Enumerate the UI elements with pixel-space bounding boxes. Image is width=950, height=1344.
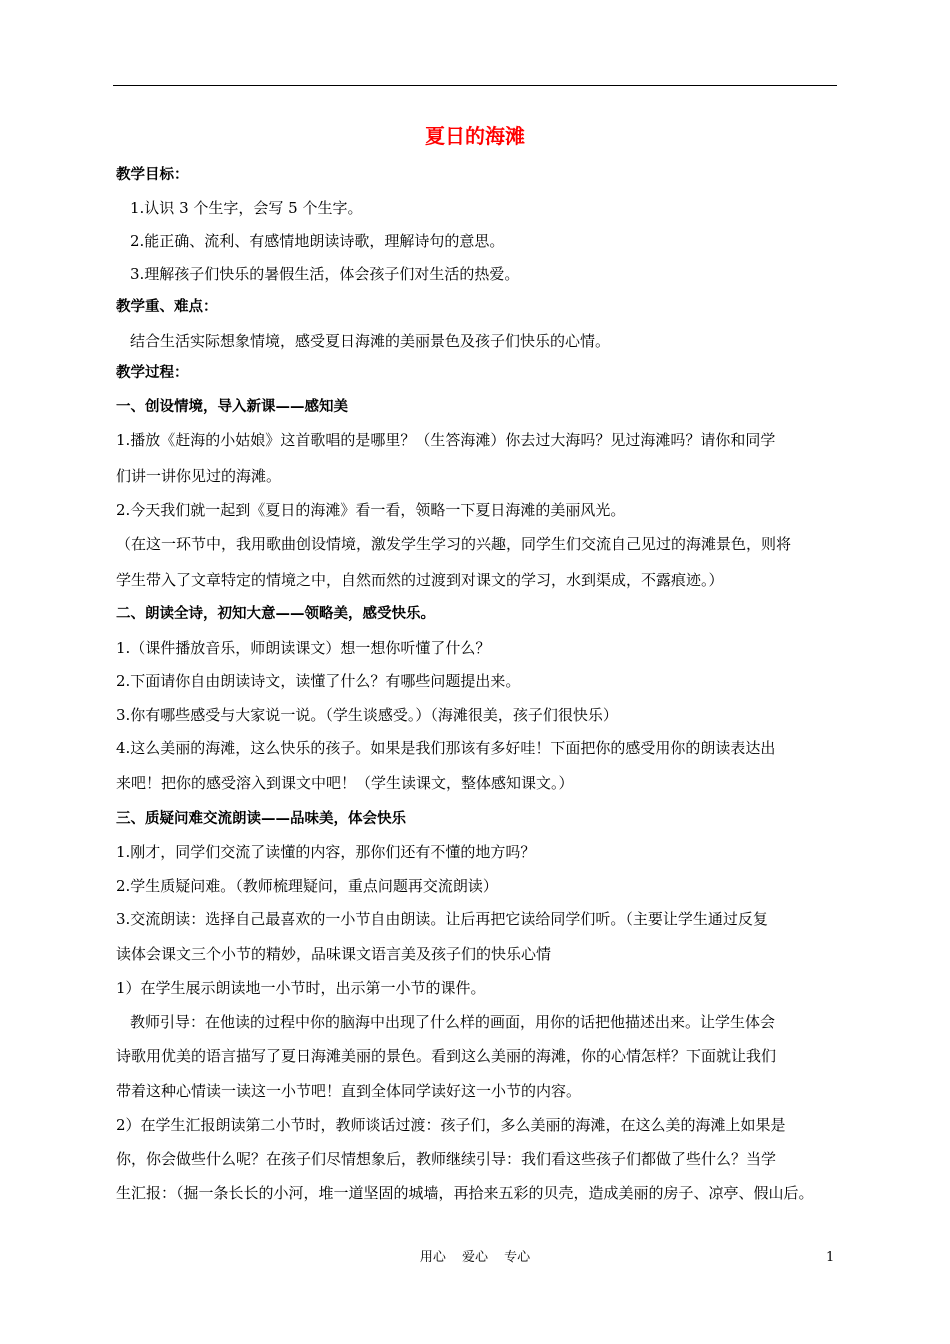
paragraph-line: 教师引导：在他读的过程中你的脑海中出现了什么样的画面，用你的话把他描述出来。让学生体会 bbox=[130, 1013, 776, 1031]
section-heading: 三、质疑问难交流朗读——品味美，体会快乐 bbox=[116, 811, 406, 827]
paragraph-line: 1.播放《赶海的小姑娘》这首歌唱的是哪里？（生答海滩）你去过大海吗？见过海滩吗？请你和同学 bbox=[116, 431, 776, 449]
paragraph-line: 2.今天我们就一起到《夏日的海滩》看一看，领略一下夏日海滩的美丽风光。 bbox=[116, 501, 626, 519]
process-heading: 教学过程： bbox=[116, 365, 189, 381]
paragraph-line: 你，你会做些什么呢？在孩子们尽情想象后，教师继续引导：我们看这些孩子们都做了些什么？当学 bbox=[116, 1150, 777, 1168]
paragraph-line: 2）在学生汇报朗读第二小节时，教师谈话过渡：孩子们，多么美丽的海滩，在这么美的海滩上如果是 bbox=[116, 1116, 786, 1134]
keypoints-heading: 教学重、难点： bbox=[116, 299, 218, 315]
paragraph-line: 诗歌用优美的语言描写了夏日海滩美丽的景色。看到这么美丽的海滩，你的心情怎样？下面就让我们 bbox=[116, 1047, 777, 1065]
paragraph-line: 生汇报：（掘一条长长的小河，堆一道坚固的城墙，再拾来五彩的贝壳，造成美丽的房子、凉亭、假山后。 bbox=[116, 1184, 814, 1202]
paragraph-line: 来吧！把你的感受溶入到课文中吧！（学生读课文，整体感知课文。） bbox=[116, 774, 574, 792]
paragraph-line: 2.下面请你自由朗读诗文，读懂了什么？有哪些问题提出来。 bbox=[116, 672, 521, 690]
paragraph-line: （在这一环节中，我用歌曲创设情境，激发学生学习的兴趣，同学生们交流自己见过的海滩景色，则将 bbox=[116, 535, 792, 553]
paragraph-line: 4.这么美丽的海滩，这么快乐的孩子。如果是我们那该有多好哇！下面把你的感受用你的朗读表达出 bbox=[116, 739, 776, 757]
paragraph-line: 2.学生质疑问难。（教师梳理疑问，重点问题再交流朗读） bbox=[116, 877, 498, 895]
section-heading: 二、朗读全诗，初知大意——领略美，感受快乐。 bbox=[116, 606, 435, 622]
paragraph-line: 带着这种心情读一读这一小节吧！直到全体同学读好这一小节的内容。 bbox=[116, 1082, 582, 1100]
paragraph-line: 1.（课件播放音乐，师朗读课文）想一想你听懂了什么？ bbox=[116, 639, 491, 657]
header-rule bbox=[113, 85, 837, 86]
document-title: 夏日的海滩 bbox=[425, 124, 525, 148]
paragraph-line: 学生带入了文章特定的情境之中，自然而然的过渡到对课文的学习，水到渠成，不露痕迹。） bbox=[116, 571, 724, 589]
paragraph-line: 读体会课文三个小节的精妙，品味课文语言美及孩子们的快乐心情 bbox=[116, 945, 552, 963]
objectives-heading: 教学目标： bbox=[116, 167, 189, 183]
footer-motto: 用心 爱心 专心 bbox=[419, 1250, 531, 1265]
paragraph-line: 1）在学生展示朗读地一小节时，出示第一小节的课件。 bbox=[116, 979, 486, 997]
paragraph-line: 3.你有哪些感受与大家说一说。（学生谈感受。）（海滩很美，孩子们很快乐） bbox=[116, 706, 618, 724]
objective-item: 1.认识 3 个生字，会写 5 个生字。 bbox=[130, 199, 363, 217]
page-number: 1 bbox=[826, 1250, 835, 1265]
objective-item: 3.理解孩子们快乐的暑假生活，体会孩子们对生活的热爱。 bbox=[130, 265, 520, 283]
objective-item: 2.能正确、流利、有感情地朗读诗歌，理解诗句的意思。 bbox=[130, 232, 505, 250]
paragraph-line: 1.刚才，同学们交流了读懂的内容，那你们还有不懂的地方吗？ bbox=[116, 843, 536, 861]
keypoints-text: 结合生活实际想象情境，感受夏日海滩的美丽景色及孩子们快乐的心情。 bbox=[130, 332, 611, 350]
section-heading: 一、创设情境，导入新课——感知美 bbox=[116, 399, 348, 415]
paragraph-line: 们讲一讲你见过的海滩。 bbox=[116, 467, 282, 485]
paragraph-line: 3.交流朗读：选择自己最喜欢的一小节自由朗读。让后再把它读给同学们听。（主要让学生通过反复 bbox=[116, 910, 768, 928]
